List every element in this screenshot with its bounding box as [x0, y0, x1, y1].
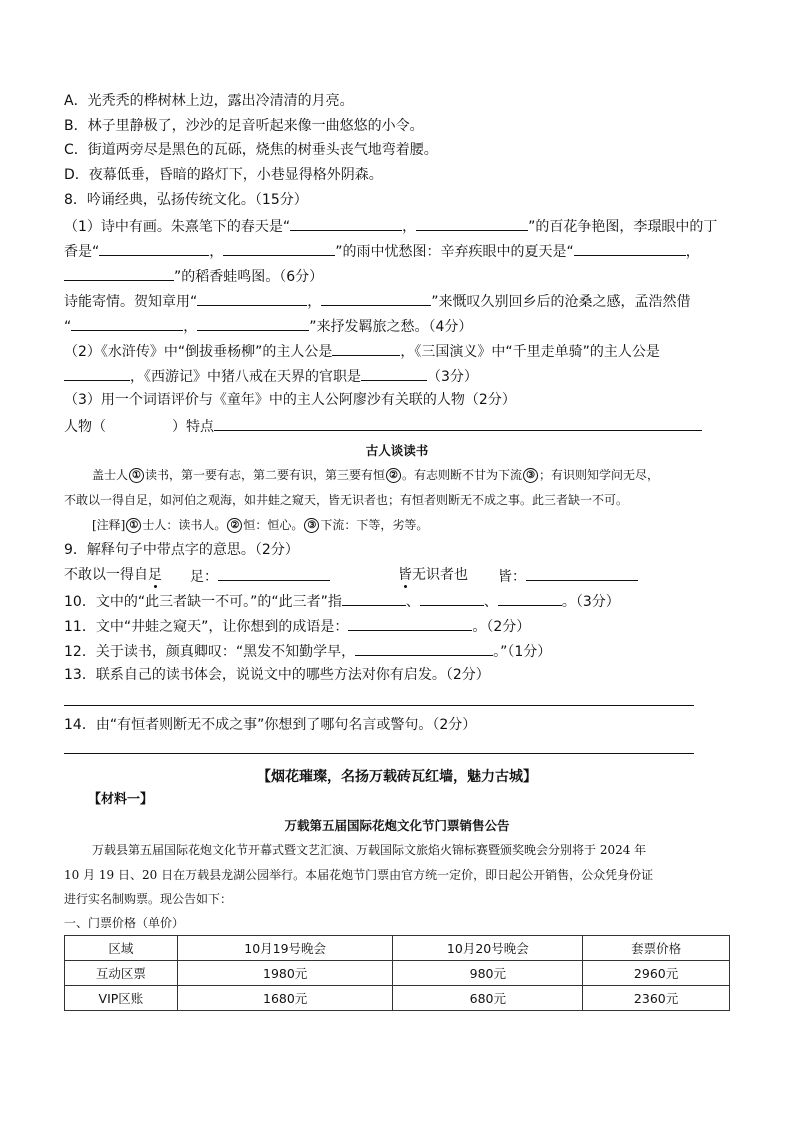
q9-title: 9．解释句子中带点字的意思。（2分） [64, 542, 299, 558]
q8-text: ， [307, 294, 322, 310]
q8-line-2 [64, 241, 700, 261]
note-text: 恒：恒心。 [243, 518, 304, 532]
q8-line-4 [64, 291, 691, 311]
q10 [64, 591, 620, 611]
note-marker-2: ② [386, 468, 401, 483]
table-cell: 1680元 [177, 986, 393, 1011]
q8-text: ，《三国演义》中“千里走单骑”的主人公是 [400, 344, 660, 360]
answer-blank[interactable] [332, 341, 400, 356]
q9-label: 足： [190, 569, 218, 585]
q12-text: 。”（1分） [493, 644, 552, 660]
answer-blank[interactable] [99, 241, 209, 256]
notice-body-1: 万载县第五届国际花炮文化节开幕式暨文艺汇演、万载国际文旅焰火锦标赛暨颁奖晚会分别将于 2024 年 [92, 843, 647, 857]
q8-text: ）特点 [172, 419, 214, 435]
q8-text: 香是“ [64, 244, 100, 260]
table-cell: 980元 [393, 961, 583, 986]
answer-line[interactable] [64, 753, 694, 754]
q8-text: （2）《水浒传》中“倒拔垂杨柳”的主人公是 [64, 344, 333, 360]
note-marker-3: ③ [523, 468, 538, 483]
passage-line-1 [92, 466, 659, 484]
material-label: 【材料一】 [88, 792, 154, 807]
answer-blank[interactable] [416, 216, 528, 231]
answer-blank[interactable] [526, 566, 638, 581]
q10-text: 、 [483, 594, 498, 610]
q12 [64, 641, 551, 661]
note-marker-3: ③ [304, 518, 319, 533]
passage-line-2: 不敢以一得自足，如河伯之观海，如井蛙之窥天，皆无识者也；有恒者则断无不成之事。此三者缺一不可。 [64, 493, 629, 507]
notes-label: [注释] [92, 518, 126, 532]
answer-blank[interactable] [218, 566, 330, 581]
q8-line-8: （3）用一个词语评价与《童年》中的主人公阿廖沙有关联的人物（2分） [64, 392, 516, 408]
q8-line-5 [64, 316, 472, 336]
answer-blank[interactable] [214, 416, 702, 431]
section-heading: 【烟花璀璨，名扬万载砖瓦红墙，魅力古城】 [257, 769, 537, 785]
q8-line-9 [64, 416, 702, 436]
option-b: B．林子里静极了，沙沙的足音听起来像一曲悠悠的小令。 [64, 118, 424, 134]
passage-notes [92, 516, 428, 534]
note-text: 士人：读书人。 [142, 518, 227, 532]
passage-text: 。有志则断不甘为下流 [402, 468, 523, 482]
q8-text: 人物（ [64, 419, 106, 435]
answer-blank[interactable] [223, 241, 335, 256]
answer-blank[interactable] [420, 591, 484, 606]
passage-text: 盖士人 [92, 468, 129, 482]
note-marker-1: ① [129, 468, 144, 483]
note-marker-2: ② [227, 518, 242, 533]
q11-text: 。（2分） [472, 619, 531, 635]
passage-text: 读书，第一要有志，第二要有识，第三要有恒 [145, 468, 386, 482]
passage-title: 古人谈读书 [365, 443, 429, 458]
option-c: C．街道两旁尽是黑色的瓦砾，烧焦的树垂头丧气地弯着腰。 [64, 142, 438, 158]
q11 [64, 616, 530, 636]
option-a: A．光秃秃的桦树林上边，露出冷清清的月亮。 [64, 93, 354, 109]
q9-answer-2 [498, 566, 638, 586]
price-subheading: 一、门票价格（单价） [64, 916, 185, 930]
table-cell: 680元 [393, 986, 583, 1011]
q8-text: ， [685, 244, 700, 260]
q8-line-1 [64, 216, 717, 236]
ticket-price-table [64, 935, 730, 1011]
answer-line[interactable] [64, 705, 694, 706]
table-cell: VIP区账 [65, 986, 178, 1011]
dotted-char: 足 [148, 567, 162, 583]
notice-title: 万载第五届国际花炮文化节门票销售公告 [284, 818, 510, 833]
q8-text: （1）诗中有画。朱熹笔下的春天是“ [64, 219, 291, 235]
table-row [65, 986, 730, 1011]
answer-blank[interactable] [321, 291, 431, 306]
answer-blank[interactable] [342, 591, 406, 606]
q12-text: 12．关于读书，颜真卿叹：“黑发不知勤学早， [64, 644, 356, 660]
q8-text: ， [209, 244, 224, 260]
passage-text: ；有识则知学问无尽， [539, 468, 660, 482]
dotted-char: 皆 [398, 567, 412, 583]
answer-blank[interactable] [498, 591, 562, 606]
answer-blank[interactable] [64, 366, 130, 381]
answer-blank[interactable] [355, 641, 493, 656]
q8-text: ”的稻香蛙鸣图。（6分） [174, 269, 324, 285]
q9-item-2 [398, 566, 468, 584]
q10-text: 。（3分） [561, 594, 620, 610]
q10-text: 10．文中的“此三者缺一不可。”的“此三者”指 [64, 594, 342, 610]
q8-text: （3分） [427, 369, 478, 385]
option-d: D．夜幕低垂，昏暗的路灯下，小巷显得格外阴森。 [64, 167, 383, 183]
table-cell: 2360元 [583, 986, 730, 1011]
q8-text: ”来慨叹久别回乡后的沧桑之感，孟浩然借 [431, 294, 691, 310]
answer-blank[interactable] [197, 316, 309, 331]
table-header-cell: 10月19号晚会 [177, 936, 393, 961]
q8-line-7 [64, 366, 478, 386]
q8-text: ”的雨中忧愁图：辛弃疾眼中的夏天是“ [335, 244, 574, 260]
q8-text: “ [64, 319, 72, 335]
q9-text: 不敢以一得自 [64, 567, 148, 583]
table-header-cell: 10月20号晚会 [393, 936, 583, 961]
notice-body-3: 进行实名制购票。现公告如下： [64, 892, 233, 906]
answer-blank[interactable] [290, 216, 402, 231]
q14: 14．由“有恒者则断无不成之事”你想到了哪句名言或警句。（2分） [64, 717, 477, 733]
answer-blank[interactable] [64, 266, 174, 281]
table-header-row [65, 936, 730, 961]
note-marker-1: ① [126, 518, 141, 533]
q8-line-6 [64, 341, 660, 361]
answer-blank[interactable] [574, 241, 686, 256]
q8-text: ”的百花争艳图，李璟眼中的丁 [528, 219, 718, 235]
q8-text: ，《西游记》中猪八戒在天界的官职是 [130, 369, 361, 385]
table-cell: 互动区票 [65, 961, 178, 986]
q8-text: ， [402, 219, 417, 235]
q8-line-3 [64, 266, 323, 286]
q9-label: 皆： [498, 569, 526, 585]
q9-answer-1 [190, 566, 330, 586]
answer-blank[interactable] [361, 366, 427, 381]
q13: 13．联系自己的读书体会，说说文中的哪些方法对你有启发。（2分） [64, 667, 490, 683]
answer-blank[interactable] [197, 291, 307, 306]
table-row [65, 961, 730, 986]
table-header-cell: 区域 [65, 936, 178, 961]
q8-text: 诗能寄情。贺知章用“ [64, 294, 198, 310]
notice-body-2: 10 月 19 日、20 日在万载县龙湖公园举行。本届花炮节门票由官方统一定价，即日起公开销售，公众凭身份证 [64, 868, 654, 882]
q11-text: 11．文中“井蛙之窥天”，让你想到的成语是： [64, 619, 349, 635]
table-header-cell: 套票价格 [583, 936, 730, 961]
answer-blank[interactable] [348, 616, 472, 631]
q8-text: ， [183, 319, 198, 335]
answer-blank[interactable] [71, 316, 183, 331]
q8-text: ”来抒发羁旅之愁。（4分） [309, 319, 473, 335]
q9-text: 无识者也 [412, 567, 468, 583]
q8-title: 8．吟诵经典，弘扬传统文化。（15分） [64, 192, 308, 208]
q10-text: 、 [405, 594, 420, 610]
table-cell: 2960元 [583, 961, 730, 986]
q9-item-1 [64, 566, 162, 584]
note-text: 下流：下等，劣等。 [320, 518, 429, 532]
table-cell: 1980元 [177, 961, 393, 986]
